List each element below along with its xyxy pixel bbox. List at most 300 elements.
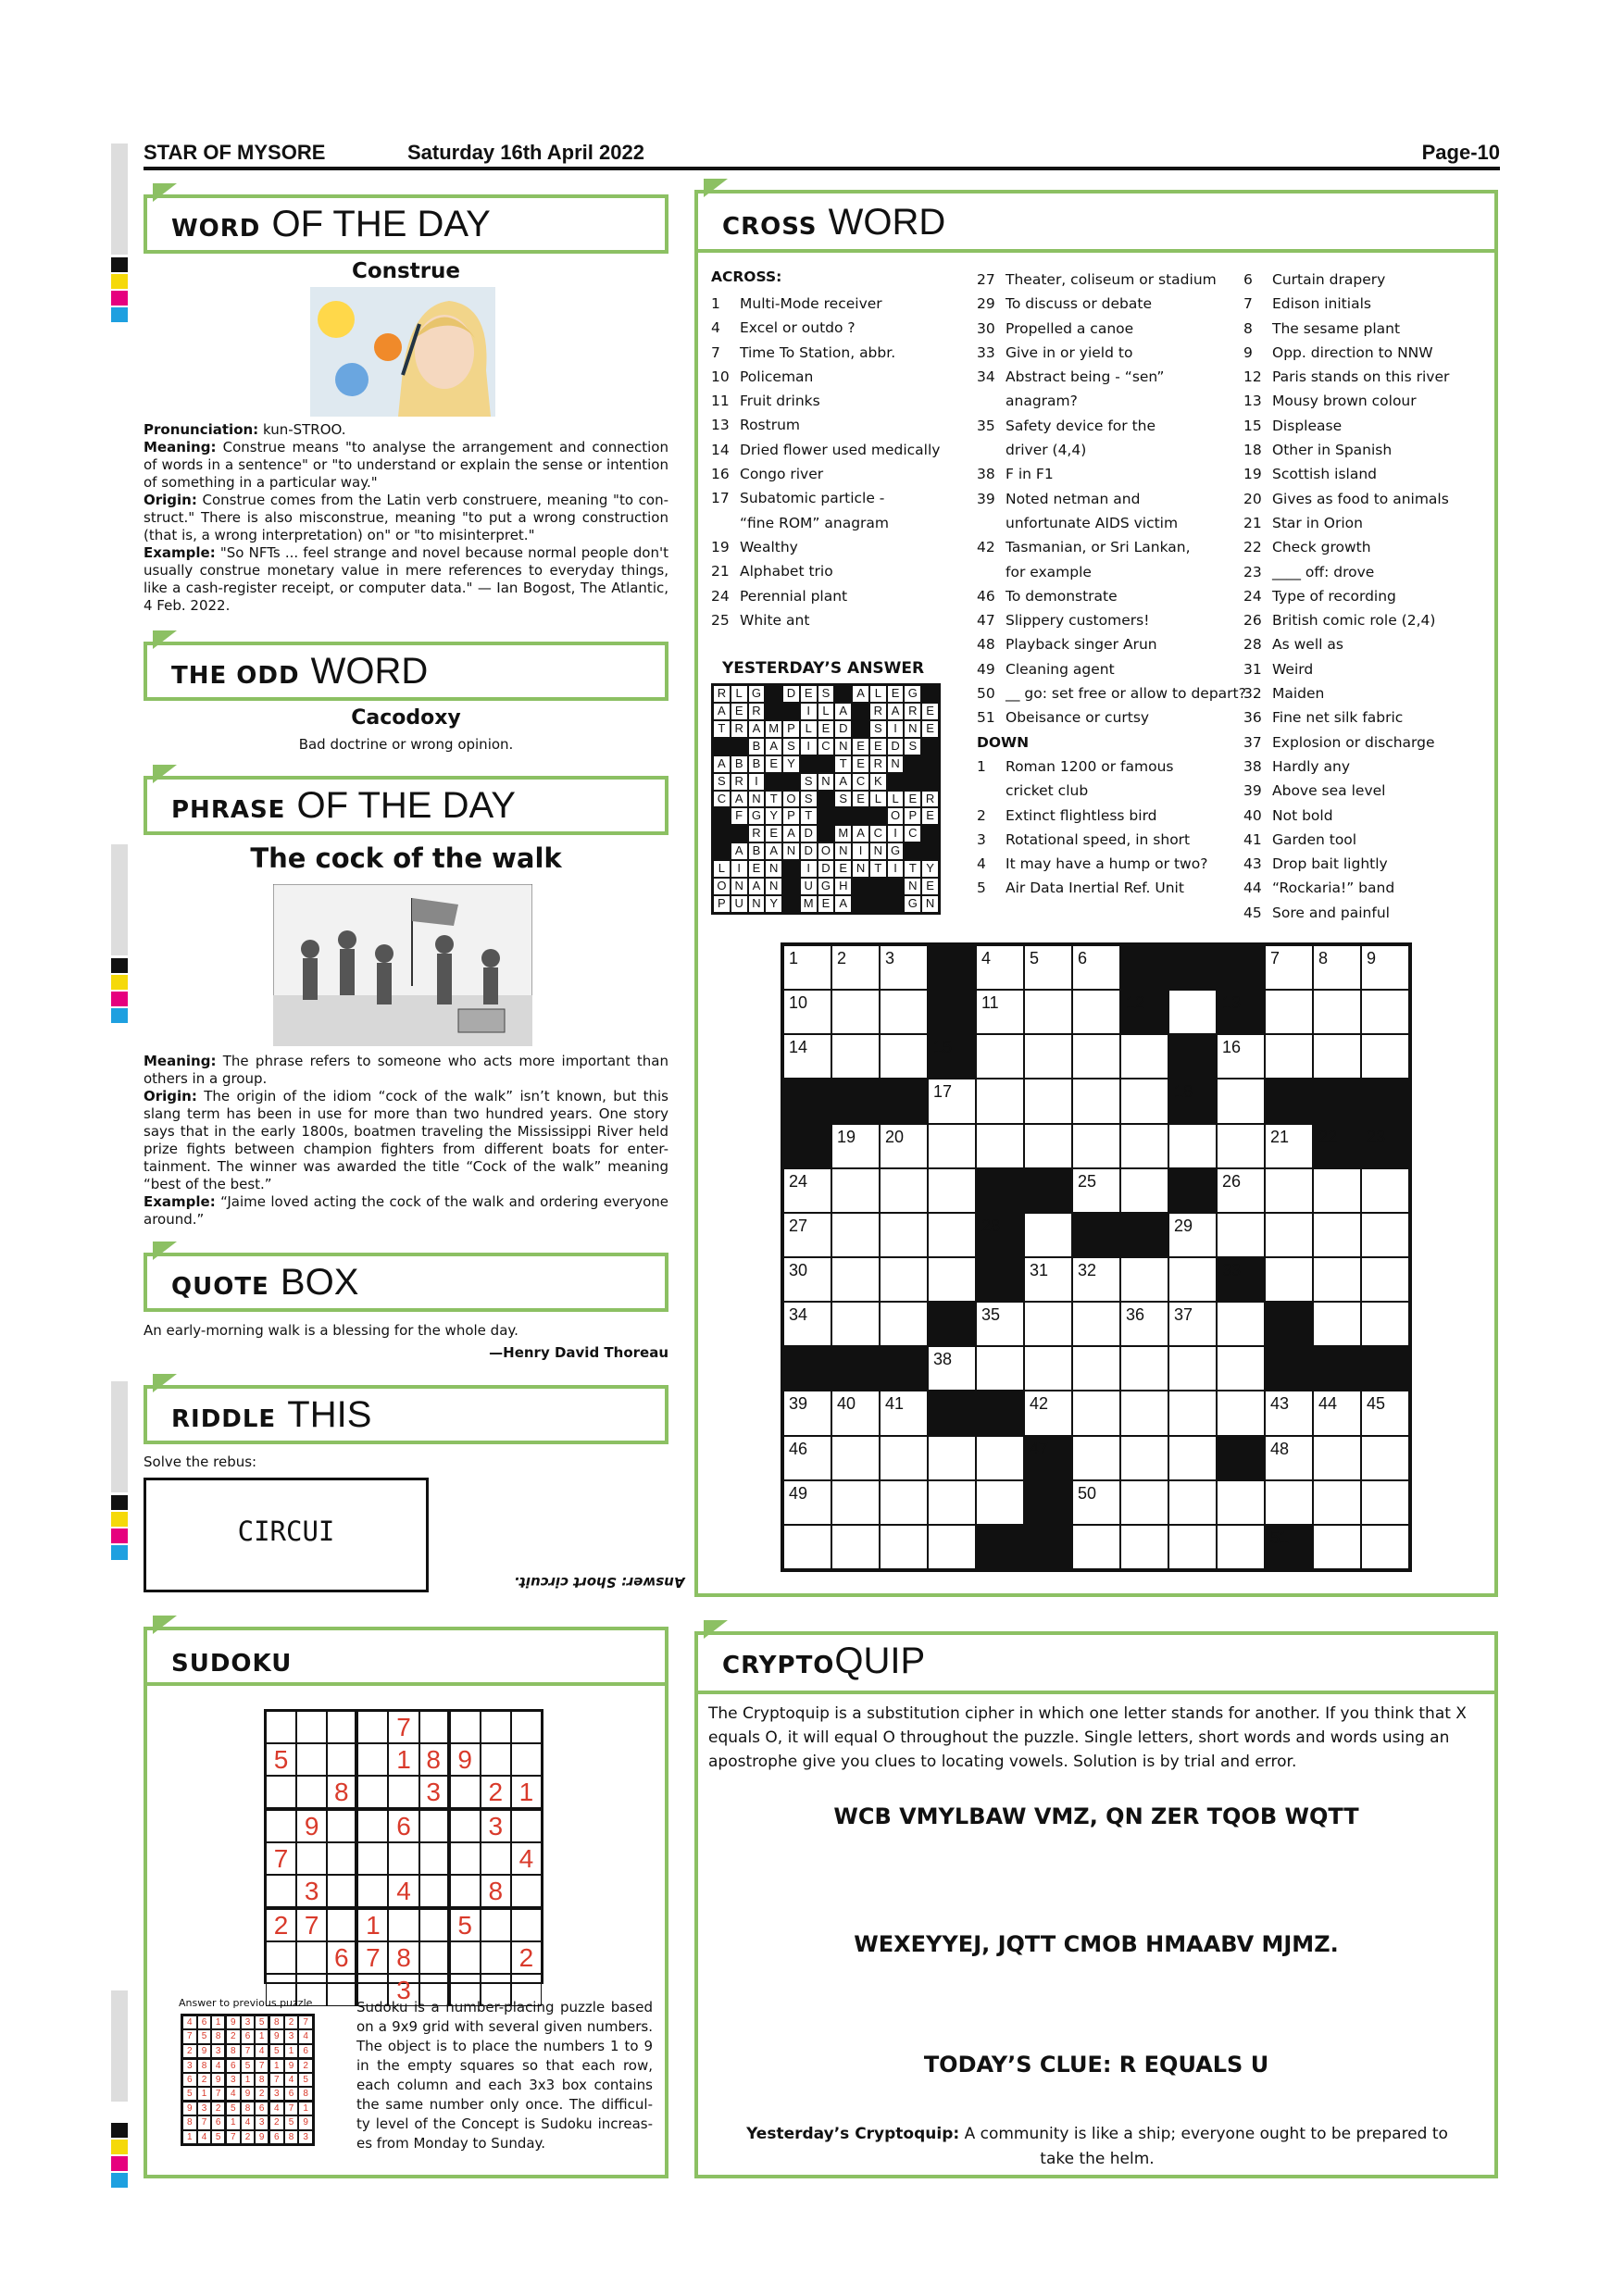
crossword-cell[interactable] <box>1313 1436 1361 1480</box>
sudoku-cell[interactable] <box>357 1875 388 1909</box>
clues-col2 <box>977 268 1246 901</box>
answer-cell: E <box>921 720 939 738</box>
crossword-cell[interactable] <box>1168 990 1217 1034</box>
crossword-cell[interactable] <box>1024 1034 1072 1079</box>
answer-cell: E <box>852 791 869 808</box>
crossword-cell[interactable] <box>1168 1525 1217 1569</box>
cryptoquip-line-1: WCB VMYLBAW VMZ, QN ZER TQOB WQTT <box>833 1803 1359 1829</box>
crossword-cell[interactable] <box>1217 1079 1265 1123</box>
crossword-cell[interactable] <box>1072 1302 1120 1346</box>
crossword-cell[interactable] <box>1217 1346 1265 1391</box>
crossword-cell[interactable] <box>783 1391 831 1435</box>
clue-number: 13 <box>711 417 730 434</box>
crossword-cell[interactable] <box>880 1391 928 1435</box>
clue-row <box>1243 584 1449 608</box>
crossword-cell[interactable] <box>1361 1213 1409 1257</box>
crossword-cell[interactable] <box>1265 990 1313 1034</box>
answer-cell: T <box>713 720 731 738</box>
sudoku-cell[interactable] <box>266 1776 296 1810</box>
crossword-cell[interactable] <box>1120 1525 1168 1569</box>
sudoku-cell[interactable]: 6 <box>388 1810 418 1842</box>
answer-cell: I <box>748 773 766 791</box>
crossword-cell[interactable] <box>1072 1436 1120 1480</box>
crossword-block <box>1168 1168 1217 1213</box>
sudoku-answer-cell: 8 <box>241 2102 256 2115</box>
crossword-cell[interactable] <box>1168 1124 1217 1168</box>
crossword-cell[interactable] <box>1313 945 1361 990</box>
cell-number: 2 <box>837 949 847 967</box>
sudoku-cell[interactable] <box>296 1711 327 1743</box>
sudoku-cell[interactable] <box>357 1711 388 1743</box>
sudoku-cell[interactable]: 5 <box>450 1909 481 1941</box>
sudoku-cell[interactable] <box>511 1810 542 1842</box>
answer-cell <box>818 825 835 842</box>
sudoku-cell[interactable] <box>327 1875 357 1909</box>
crossword-cell[interactable] <box>1120 1168 1168 1213</box>
crossword-cell[interactable] <box>1265 1213 1313 1257</box>
crossword-block <box>1217 1257 1265 1302</box>
crossword-cell[interactable] <box>1313 1480 1361 1525</box>
sudoku-cell[interactable] <box>481 1842 511 1875</box>
sudoku-cell[interactable] <box>481 1743 511 1776</box>
phrase-text: The cock of the walk <box>250 842 562 874</box>
sudoku-cell[interactable] <box>357 1810 388 1842</box>
sudoku-cell[interactable]: 4 <box>511 1842 542 1875</box>
crossword-cell[interactable] <box>1361 1525 1409 1569</box>
clue-row <box>1243 681 1449 705</box>
crossword-cell[interactable] <box>880 1525 928 1569</box>
crossword-cell[interactable] <box>831 1302 880 1346</box>
sudoku-cell[interactable]: 1 <box>511 1776 542 1810</box>
crossword-cell[interactable] <box>1072 1480 1120 1525</box>
sudoku-answer-cell: 1 <box>197 2087 212 2102</box>
crossword-cell[interactable] <box>1072 1124 1120 1168</box>
crossword-cell[interactable] <box>831 1034 880 1079</box>
clue-row <box>1243 608 1449 632</box>
crossword-cell[interactable] <box>928 1480 976 1525</box>
crossword-cell[interactable] <box>1361 945 1409 990</box>
sudoku-cell[interactable]: 9 <box>450 1743 481 1776</box>
crossword-cell[interactable] <box>783 1436 831 1480</box>
crossword-cell[interactable] <box>880 1213 928 1257</box>
crossword-cell[interactable] <box>1217 1480 1265 1525</box>
sudoku-cell[interactable] <box>481 1941 511 1974</box>
crossword-cell[interactable] <box>1024 1213 1072 1257</box>
crossword-cell[interactable] <box>1217 1168 1265 1213</box>
crossword-cell[interactable] <box>783 1525 831 1569</box>
answer-cell: L <box>713 860 731 878</box>
clue-number: 51 <box>977 709 995 727</box>
sudoku-grid <box>264 1709 543 2004</box>
crossword-cell[interactable] <box>783 990 831 1034</box>
answer-cell: R <box>731 720 748 738</box>
clue-text: Not bold <box>1272 806 1333 824</box>
crossword-block <box>976 1257 1024 1302</box>
crossword-cell[interactable] <box>831 1257 880 1302</box>
crossword-cell[interactable] <box>1313 1302 1361 1346</box>
crossword-cell[interactable] <box>1313 1034 1361 1079</box>
crossword-cell[interactable] <box>1120 1302 1168 1346</box>
sudoku-cell[interactable] <box>419 1875 450 1909</box>
crossword-cell[interactable] <box>1265 1257 1313 1302</box>
crossword-cell[interactable] <box>976 990 1024 1034</box>
sudoku-cell[interactable] <box>481 1711 511 1743</box>
sudoku-cell[interactable]: 2 <box>511 1941 542 1974</box>
clue-row <box>1243 804 1449 828</box>
crossword-cell[interactable] <box>831 1391 880 1435</box>
crossword-cell[interactable] <box>880 1480 928 1525</box>
sudoku-cell[interactable]: 8 <box>419 1743 450 1776</box>
crossword-cell[interactable] <box>783 1302 831 1346</box>
answer-cell: M <box>834 825 852 842</box>
crossword-cell[interactable] <box>1072 945 1120 990</box>
answer-cell: Y <box>782 755 800 773</box>
sudoku-cell[interactable]: 8 <box>327 1776 357 1810</box>
sudoku-cell[interactable]: 1 <box>357 1909 388 1941</box>
crossword-cell[interactable] <box>783 1168 831 1213</box>
answer-cell: I <box>852 842 869 860</box>
sudoku-cell[interactable] <box>481 1909 511 1941</box>
crossword-cell[interactable] <box>783 1480 831 1525</box>
page-header <box>144 139 1500 170</box>
crossword-cell[interactable] <box>1361 1391 1409 1435</box>
crossword-cell[interactable] <box>1168 1391 1217 1435</box>
crossword-cell[interactable] <box>1168 1346 1217 1391</box>
crossword-cell[interactable] <box>1361 990 1409 1034</box>
sudoku-cell[interactable] <box>450 1842 481 1875</box>
sudoku-cell[interactable] <box>296 1842 327 1875</box>
clue-row <box>977 341 1246 365</box>
clue-row <box>711 462 940 486</box>
crossword-cell[interactable] <box>976 1302 1024 1346</box>
clue-text: Roman 1200 or famous <box>1006 757 1174 775</box>
crossword-cell[interactable] <box>1120 1124 1168 1168</box>
crossword-cell[interactable] <box>1168 1480 1217 1525</box>
sudoku-answer-label: Answer to previous puzzle <box>179 1997 313 2009</box>
crossword-cell[interactable] <box>880 1034 928 1079</box>
sudoku-cell[interactable] <box>511 1909 542 1941</box>
crossword-cell[interactable] <box>880 945 928 990</box>
answer-cell: E <box>834 860 852 878</box>
cell-number: 49 <box>789 1483 808 1503</box>
clue-text: __ go: set free or allow to depart? <box>1006 685 1246 703</box>
registration-bar <box>111 844 128 955</box>
sudoku-cell[interactable]: 7 <box>388 1711 418 1743</box>
sudoku-cell[interactable] <box>327 1974 357 2006</box>
crossword-cell[interactable] <box>880 1168 928 1213</box>
clue-text: for example <box>1006 563 1092 580</box>
answer-cell: Y <box>765 807 782 825</box>
clue-row <box>711 365 940 389</box>
clue-text: Type of recording <box>1272 587 1396 605</box>
sudoku-cell[interactable] <box>450 1776 481 1810</box>
sudoku-cell[interactable] <box>296 1941 327 1974</box>
crossword-cell[interactable] <box>1168 1213 1217 1257</box>
answer-cell: A <box>731 842 748 860</box>
sudoku-cell[interactable]: 7 <box>266 1842 296 1875</box>
answer-cell: N <box>782 842 800 860</box>
crossword-cell[interactable] <box>1072 990 1120 1034</box>
sudoku-cell[interactable]: 3 <box>481 1810 511 1842</box>
crossword-cell[interactable] <box>1072 1034 1120 1079</box>
crossword-cell[interactable] <box>1024 1257 1072 1302</box>
sudoku-cell[interactable]: 3 <box>388 1974 418 2006</box>
crossword-cell[interactable] <box>1217 1124 1265 1168</box>
crossword-cell[interactable] <box>928 1346 976 1391</box>
crossword-cell[interactable] <box>1265 1436 1313 1480</box>
crossword-cell[interactable] <box>928 1257 976 1302</box>
crossword-block <box>1024 1525 1072 1569</box>
crossword-cell[interactable] <box>1313 1168 1361 1213</box>
crossword-cell[interactable] <box>1120 1257 1168 1302</box>
crossword-block <box>1265 1346 1313 1391</box>
sudoku-cell[interactable]: 5 <box>266 1743 296 1776</box>
crossword-cell[interactable] <box>1265 1168 1313 1213</box>
crossword-cell[interactable] <box>1120 1436 1168 1480</box>
sudoku-cell[interactable]: 3 <box>419 1776 450 1810</box>
crossword-cell[interactable] <box>1168 1302 1217 1346</box>
crossword-cell[interactable] <box>1217 1525 1265 1569</box>
crossword-cell[interactable] <box>928 1168 976 1213</box>
crossword-cell[interactable] <box>1024 1079 1072 1123</box>
crossword-cell[interactable] <box>1313 1257 1361 1302</box>
clue-row <box>977 535 1246 559</box>
sudoku-answer-cell: 4 <box>255 2044 269 2059</box>
sudoku-cell[interactable] <box>327 1711 357 1743</box>
crossword-cell[interactable] <box>1072 1168 1120 1213</box>
crossword-cell[interactable] <box>976 1436 1024 1480</box>
sudoku-answer-cell: 3 <box>298 2130 313 2144</box>
crossword-cell[interactable] <box>1313 1391 1361 1435</box>
sudoku-cell[interactable] <box>450 1875 481 1909</box>
answer-cell: I <box>887 860 905 878</box>
sudoku-cell[interactable] <box>450 1711 481 1743</box>
clue-number: 7 <box>711 343 720 361</box>
sudoku-cell[interactable] <box>419 1842 450 1875</box>
crossword-cell[interactable] <box>1072 1346 1120 1391</box>
crossword-cell[interactable] <box>976 1480 1024 1525</box>
crossword-cell[interactable] <box>1072 1525 1120 1569</box>
crossword-cell[interactable] <box>1168 1436 1217 1480</box>
crossword-cell[interactable] <box>1265 1124 1313 1168</box>
sudoku-cell[interactable] <box>266 1810 296 1842</box>
sudoku-cell[interactable]: 9 <box>296 1810 327 1842</box>
sudoku-cell[interactable] <box>266 1875 296 1909</box>
clue-row <box>1243 560 1449 584</box>
crossword-cell[interactable] <box>1265 1391 1313 1435</box>
corner-tab <box>153 1374 177 1392</box>
sudoku-cell[interactable] <box>266 1711 296 1743</box>
clue-text: “fine ROM” anagram <box>740 514 890 531</box>
crossword-cell[interactable] <box>831 1436 880 1480</box>
crossword-cell[interactable] <box>1217 1391 1265 1435</box>
crossword-cell[interactable] <box>1313 1213 1361 1257</box>
sudoku-cell[interactable]: 7 <box>357 1941 388 1974</box>
crossword-cell[interactable] <box>976 1124 1024 1168</box>
crossword-cell[interactable] <box>1024 1391 1072 1435</box>
crossword-cell[interactable] <box>831 990 880 1034</box>
crossword-cell[interactable] <box>831 945 880 990</box>
crossword-cell[interactable] <box>1361 1257 1409 1302</box>
crossword-cell[interactable] <box>976 945 1024 990</box>
crossword-cell[interactable] <box>783 1213 831 1257</box>
crossword-cell[interactable] <box>880 1124 928 1168</box>
answer-cell: C <box>852 773 869 791</box>
sudoku-cell[interactable] <box>327 1842 357 1875</box>
sudoku-cell[interactable] <box>296 1776 327 1810</box>
sudoku-cell[interactable]: 1 <box>388 1743 418 1776</box>
crossword-cell[interactable] <box>1024 945 1072 990</box>
crossword-cell[interactable] <box>831 1480 880 1525</box>
sudoku-cell[interactable] <box>388 1909 418 1941</box>
crossword-cell[interactable] <box>1265 1034 1313 1079</box>
clue-text: Congo river <box>740 466 824 483</box>
crossword-cell[interactable] <box>831 1124 880 1168</box>
crossword-cell[interactable] <box>928 1213 976 1257</box>
crossword-cell[interactable] <box>1120 1346 1168 1391</box>
answer-cell: N <box>731 878 748 895</box>
crossword-cell[interactable] <box>1265 945 1313 990</box>
sudoku-answer-cell: 2 <box>284 2015 299 2029</box>
crossword-cell[interactable] <box>1072 1391 1120 1435</box>
crossword-cell[interactable] <box>976 1079 1024 1123</box>
crossword-cell[interactable] <box>1217 1302 1265 1346</box>
crossword-cell[interactable] <box>1217 1034 1265 1079</box>
sudoku-answer-cell: 5 <box>182 2087 197 2102</box>
crossword-cell[interactable] <box>1120 1034 1168 1079</box>
sudoku-cell[interactable]: 2 <box>266 1909 296 1941</box>
crossword-cell[interactable] <box>976 1034 1024 1079</box>
crossword-cell[interactable] <box>783 1034 831 1079</box>
clue-number: 5 <box>977 880 986 897</box>
crossword-cell[interactable] <box>783 1257 831 1302</box>
sudoku-cell[interactable] <box>511 1875 542 1909</box>
across-clues-col1 <box>711 292 940 632</box>
clue-text: F in F1 <box>1006 466 1054 483</box>
clue-row <box>711 511 940 535</box>
crossword-block <box>783 1079 831 1123</box>
sudoku-cell[interactable] <box>357 1743 388 1776</box>
answer-cell: U <box>800 878 818 895</box>
sudoku-cell[interactable] <box>450 1941 481 1974</box>
crossword-cell[interactable] <box>880 1302 928 1346</box>
cell-number: 15 <box>933 1038 953 1057</box>
sudoku-cell[interactable]: 7 <box>296 1909 327 1941</box>
crossword-cell[interactable] <box>880 1257 928 1302</box>
crossword-cell[interactable] <box>831 1525 880 1569</box>
rebus-text: CIRCUI <box>237 1516 335 1547</box>
answer-cell: A <box>765 738 782 755</box>
crossword-cell[interactable] <box>1361 1436 1409 1480</box>
sudoku-cell[interactable]: 4 <box>388 1875 418 1909</box>
sudoku-cell[interactable] <box>419 1711 450 1743</box>
answer-cell: E <box>921 703 939 720</box>
crossword-cell[interactable] <box>1072 1257 1120 1302</box>
crossword-block <box>1024 1168 1072 1213</box>
sudoku-cell[interactable] <box>327 1743 357 1776</box>
answer-cell: F <box>731 807 748 825</box>
sudoku-cell[interactable] <box>388 1842 418 1875</box>
crossword-cell[interactable] <box>1168 1257 1217 1302</box>
sudoku-cell[interactable]: 2 <box>481 1776 511 1810</box>
sudoku-cell[interactable] <box>327 1810 357 1842</box>
crossword-cell[interactable] <box>1361 1034 1409 1079</box>
registration-swatch-yellow <box>111 274 128 289</box>
crossword-cell[interactable] <box>928 1525 976 1569</box>
answer-cell: A <box>748 720 766 738</box>
crossword-cell[interactable] <box>1361 1480 1409 1525</box>
clue-text: Give in or yield to <box>1006 343 1133 361</box>
sudoku-cell[interactable] <box>511 1711 542 1743</box>
crossword-cell[interactable] <box>1024 1302 1072 1346</box>
sudoku-cell[interactable] <box>357 1776 388 1810</box>
crossword-cell[interactable] <box>1024 1346 1072 1391</box>
sudoku-cell[interactable] <box>511 1743 542 1776</box>
sudoku-answer-cell: 5 <box>211 2130 226 2144</box>
crossword-cell[interactable] <box>976 1346 1024 1391</box>
crossword-cell[interactable] <box>831 1168 880 1213</box>
registration-swatch-yellow <box>111 1512 128 1527</box>
crossword-cell[interactable] <box>1361 1168 1409 1213</box>
crossword-cell[interactable] <box>1313 990 1361 1034</box>
crossword-cell[interactable] <box>1313 1525 1361 1569</box>
crossword-cell[interactable] <box>928 1124 976 1168</box>
sudoku-cell[interactable] <box>296 1743 327 1776</box>
answer-cell: O <box>713 878 731 895</box>
sudoku-cell[interactable] <box>388 1776 418 1810</box>
sudoku-answer-cell: 5 <box>241 2059 256 2073</box>
crossword-cell[interactable] <box>783 945 831 990</box>
crossword-cell[interactable] <box>1120 1480 1168 1525</box>
sudoku-answer-cell: 6 <box>211 2115 226 2129</box>
answer-cell: P <box>713 895 731 913</box>
crossword-cell[interactable] <box>1072 1079 1120 1123</box>
crossword-cell[interactable] <box>1361 1302 1409 1346</box>
sudoku-cell[interactable] <box>266 1941 296 1974</box>
crossword-cell[interactable] <box>1024 1124 1072 1168</box>
sudoku-cell[interactable]: 6 <box>327 1941 357 1974</box>
crossword-cell[interactable] <box>1217 1213 1265 1257</box>
sudoku-cell[interactable] <box>419 1909 450 1941</box>
cell-number: 51 <box>1270 1528 1290 1547</box>
crossword-cell[interactable] <box>928 1079 976 1123</box>
crossword-cell[interactable] <box>880 990 928 1034</box>
sudoku-cell[interactable] <box>450 1810 481 1842</box>
answer-cell <box>887 773 905 791</box>
crossword-cell[interactable] <box>831 1213 880 1257</box>
crossword-cell[interactable] <box>880 1436 928 1480</box>
sudoku-answer-cell: 2 <box>269 2115 284 2129</box>
crossword-cell[interactable] <box>928 1436 976 1480</box>
crossword-cell[interactable] <box>1265 1480 1313 1525</box>
sudoku-cell[interactable]: 8 <box>388 1941 418 1974</box>
sudoku-cell[interactable] <box>419 1941 450 1974</box>
clue-row <box>711 559 940 583</box>
answer-cell: Y <box>765 895 782 913</box>
sudoku-cell[interactable] <box>327 1909 357 1941</box>
crossword-cell[interactable] <box>1120 1079 1168 1123</box>
sudoku-answer-cell: 2 <box>255 2087 269 2102</box>
answer-cell: S <box>818 685 835 703</box>
crossword-cell[interactable] <box>1120 1391 1168 1435</box>
sudoku-answer-grid <box>181 2014 315 2146</box>
crossword-cell[interactable] <box>1024 990 1072 1034</box>
sudoku-cell[interactable] <box>419 1810 450 1842</box>
sudoku-cell[interactable]: 8 <box>481 1875 511 1909</box>
sudoku-cell[interactable] <box>357 1842 388 1875</box>
sudoku-cell[interactable]: 3 <box>296 1875 327 1909</box>
corner-tab <box>153 183 177 202</box>
